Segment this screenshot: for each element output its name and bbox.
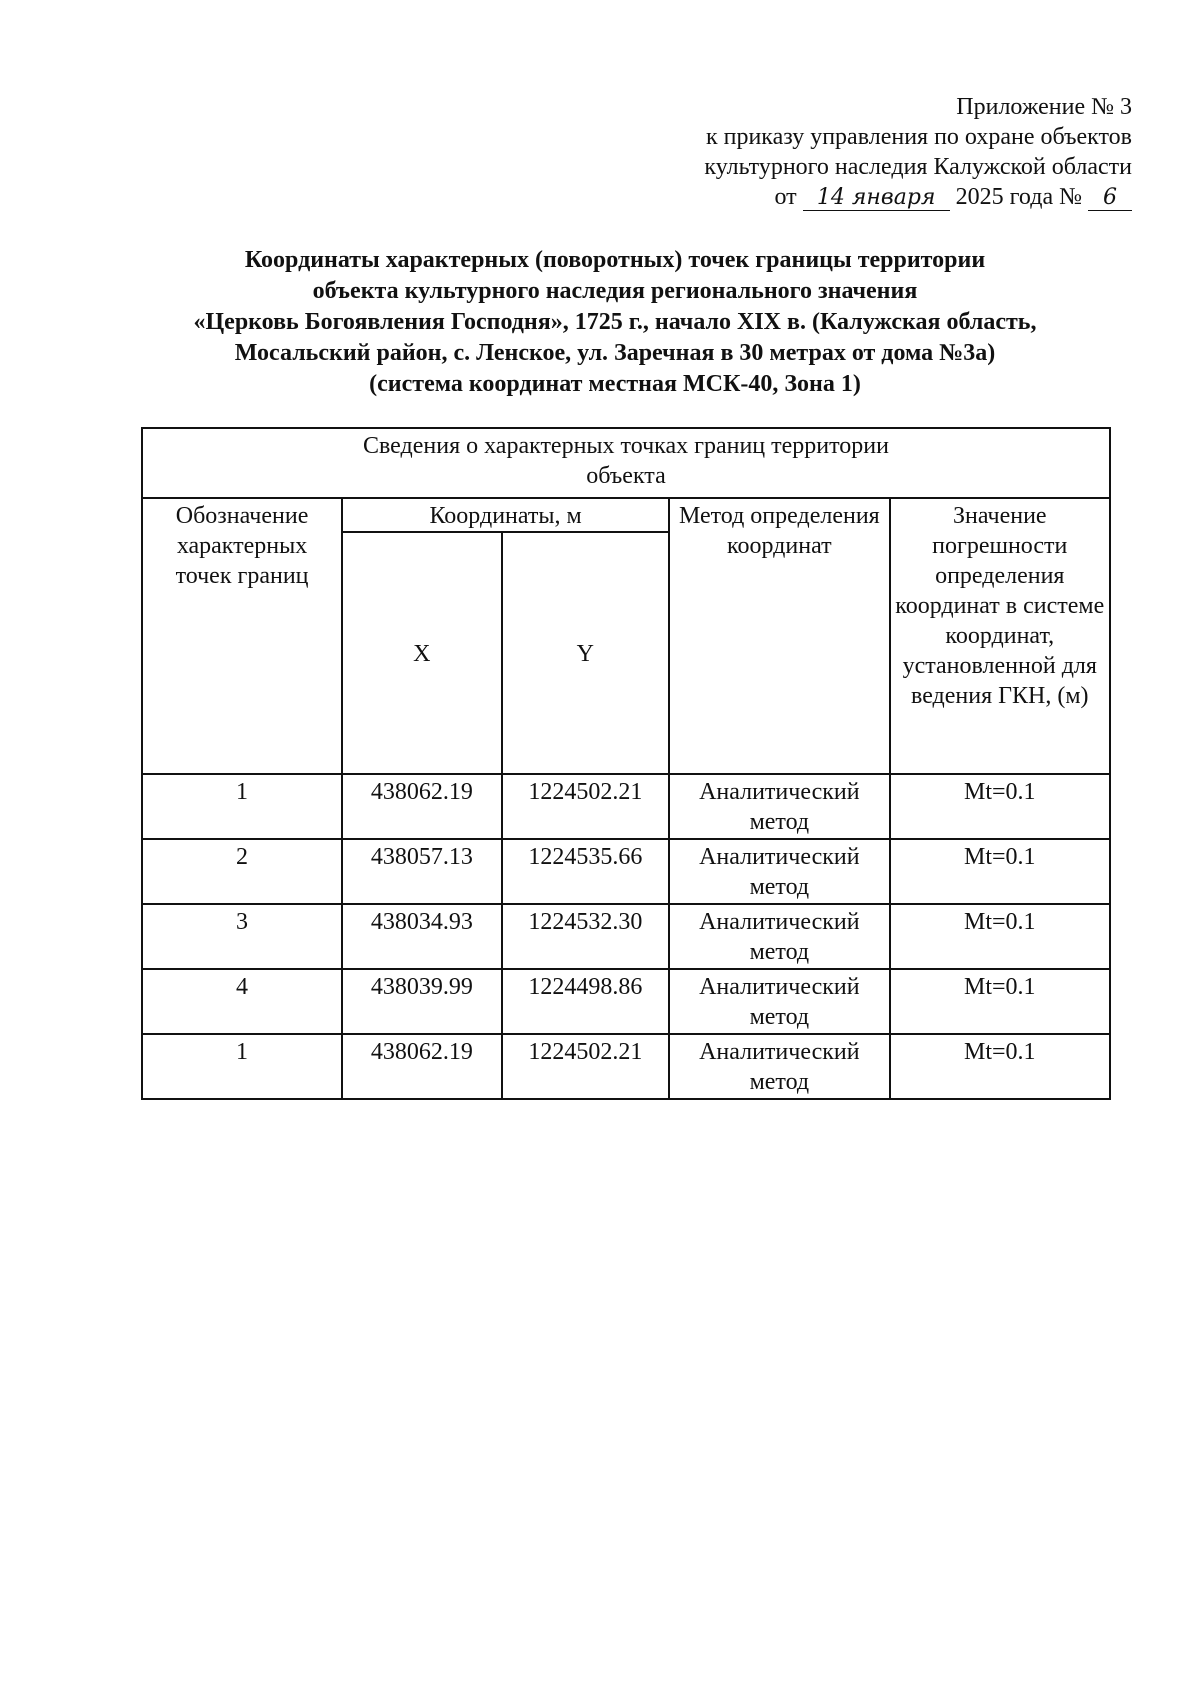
header-error: Значение погрешности определения координат в системе координат, установленной для ведения ГКН, (м) <box>891 499 1109 773</box>
cell-error: Mt=0.1 <box>891 1035 1109 1098</box>
cell-y: 1224532.30 <box>503 905 669 968</box>
appendix-date-line <box>704 182 1132 212</box>
appendix-order-ref: к приказу управления по охране объектов <box>705 124 1132 150</box>
title-line-2: объекта культурного наследия регионального значения <box>312 278 918 304</box>
cell-error: Mt=0.1 <box>891 775 1109 838</box>
header-method: Метод определения координат <box>670 499 888 773</box>
header-coordinates: Координаты, м <box>343 499 668 531</box>
date-prefix: от <box>774 184 797 210</box>
appendix-authority: культурного наследия Калужской области <box>704 154 1132 180</box>
cell-y: 1224498.86 <box>503 970 669 1033</box>
cell-point: 1 <box>143 775 341 838</box>
table-caption-line-1: Сведения о характерных точках границ территории <box>362 433 889 459</box>
cell-y: 1224502.21 <box>503 775 669 838</box>
cell-error: Mt=0.1 <box>891 970 1109 1033</box>
table-row <box>143 970 1109 1033</box>
cell-method: Аналитический метод <box>670 905 888 968</box>
cell-method: Аналитический метод <box>670 840 888 903</box>
cell-method: Аналитический метод <box>670 775 888 838</box>
title-line-3: «Церковь Богоявления Господня», 1725 г., начало XIX в. (Калужская область, <box>193 309 1037 335</box>
cell-method: Аналитический метод <box>670 1035 888 1098</box>
table-header-row <box>143 499 1109 531</box>
year-text: 2025 года № <box>955 184 1082 210</box>
cell-error: Mt=0.1 <box>891 840 1109 903</box>
cell-x: 438039.99 <box>343 970 500 1033</box>
cell-method: Аналитический метод <box>670 970 888 1033</box>
cell-y: 1224535.66 <box>503 840 669 903</box>
cell-point: 4 <box>143 970 341 1033</box>
header-y: Y <box>503 533 669 773</box>
cell-error: Mt=0.1 <box>891 905 1109 968</box>
handwritten-number: 6 <box>1088 186 1132 211</box>
cell-x: 438062.19 <box>343 775 500 838</box>
cell-y: 1224502.21 <box>503 1035 669 1098</box>
handwritten-date: 14 января <box>803 186 950 211</box>
title-line-1: Координаты характерных (поворотных) точек границы территории <box>244 247 986 273</box>
cell-point: 3 <box>143 905 341 968</box>
cell-x: 438034.93 <box>343 905 500 968</box>
coordinates-table-wrapper <box>141 427 1111 1100</box>
title-line-4: Мосальский район, с. Ленское, ул. Заречная в 30 метрах от дома №3а) <box>234 340 996 366</box>
table-row <box>143 840 1109 903</box>
appendix-header <box>704 92 1132 212</box>
table-row <box>143 905 1109 968</box>
header-point-designation: Обозначение характерных точек границ <box>143 499 341 773</box>
cell-point: 1 <box>143 1035 341 1098</box>
table-row <box>143 1035 1109 1098</box>
document-title <box>140 245 1090 400</box>
cell-x: 438062.19 <box>343 1035 500 1098</box>
table-row <box>143 775 1109 838</box>
coordinates-table <box>141 427 1111 1100</box>
cell-x: 438057.13 <box>343 840 500 903</box>
appendix-number: Приложение № 3 <box>956 94 1132 120</box>
cell-point: 2 <box>143 840 341 903</box>
header-x: X <box>343 533 500 773</box>
table-caption <box>143 429 1109 497</box>
table-caption-line-2: объекта <box>586 463 666 489</box>
table-caption-row <box>143 429 1109 497</box>
title-line-5: (система координат местная МСК-40, Зона 1) <box>369 371 861 397</box>
